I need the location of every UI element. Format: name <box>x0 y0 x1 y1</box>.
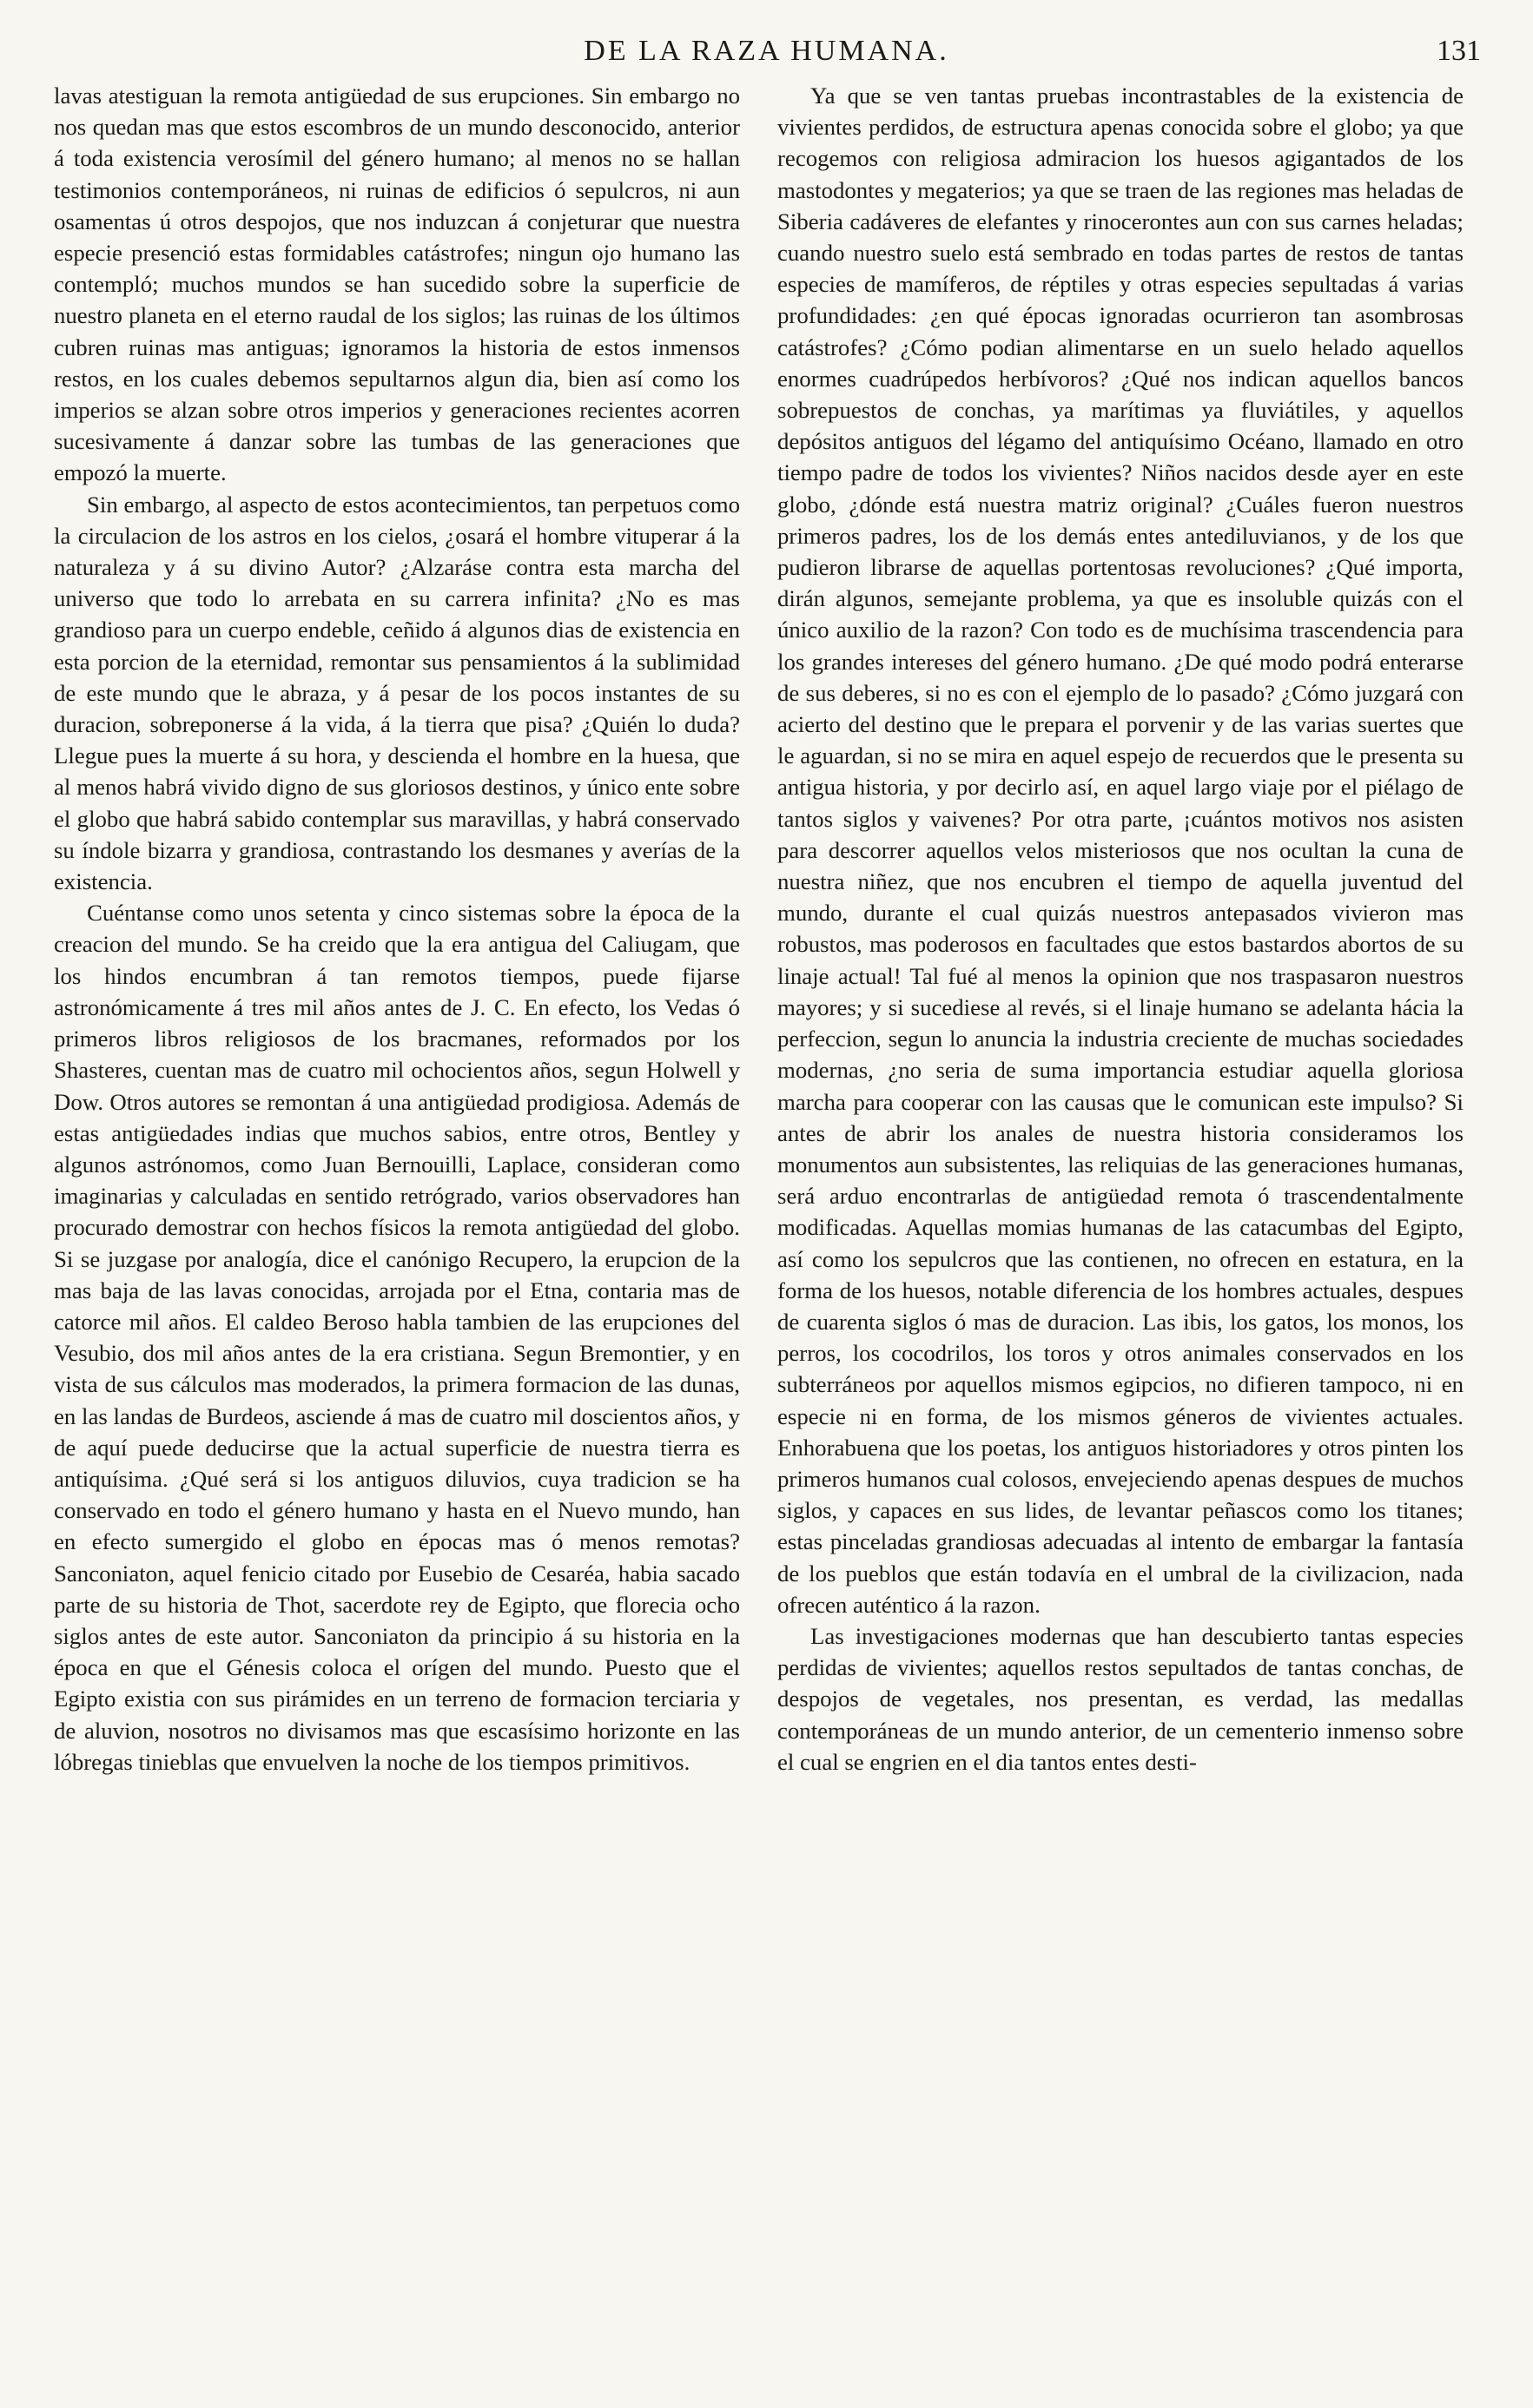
paragraph: lavas atestiguan la remota antigüedad de sus erupciones. Sin embargo no nos quedan mas que estos escombros de un mundo desconocido, anterior á toda existencia verosímil del género humano; al menos no se hallan testimonios contemporáneos, ni ruinas de edificios ó sepulcros, ni aun osamentas ú otros despojos, que nos induzcan á conjeturar que nuestra especie presenció estas formidables catástrofes; ningun ojo humano las contempló; muchos mundos se han sucedido sobre la superficie de nuestro planeta en el eterno raudal de los siglos; las ruinas de los últimos cubren ruinas mas antiguas; ignoramos la historia de estos inmensos restos, en los cuales debemos sepultarnos algun dia, bien así como los imperios se alzan sobre otros imperios y generaciones recientes acorren sucesivamente á danzar sobre las tumbas de las generaciones que empozó la muerte. <box>54 82 740 486</box>
left-column <box>54 80 740 2372</box>
paragraph: Cuéntanse como unos setenta y cinco sistemas sobre la época de la creacion del mundo. Se ha creido que la era antigua del Caliugam, que los hindos encumbran á tan remotos tiempos, puede fijarse astronómicamente á tres mil años antes de J. C. En efecto, los Vedas ó primeros libros religiosos de los bracmanes, reformados por los Shasteres, cuentan mas de cuatro mil ochocientos años, segun Holwell y Dow. Otros autores se remontan á una antigüedad prodigiosa. Además de estas antigüedades indias que muchos sabios, entre otros, Bentley y algunos astrónomos, como Juan Bernouilli, Laplace, consideran como imaginarias y calculadas en sentido retrógrado, varios observadores han procurado demostrar con hechos físicos la remota antigüedad del globo. Si se juzgase por analogía, dice el canónigo Recupero, la erupcion de la mas baja de las lavas conocidas, arrojada por el Etna, contaria mas de catorce mil años. El caldeo Beroso habla tambien de las erupciones del Vesubio, dos mil años antes de la era cristiana. Segun Bremontier, y en vista de sus cálculos mas moderados, la primera formacion de las dunas, en las landas de Burdeos, asciende á mas de cuatro mil doscientos años, y de aquí puede deducirse que la actual superficie de nuestra tierra es antiquísima. ¿Qué será si los antiguos diluvios, cuya tradicion se ha conservado en todo el género humano y hasta en el Nuevo mundo, han en efecto sumergido el globo en épocas mas ó menos remotas? Sanconiaton, aquel fenicio citado por Eusebio de Cesaréa, habia sacado parte de su historia de Thot, sacerdote rey de Egipto, que florecia ocho siglos antes de este autor. Sanconiaton da principio á su historia en la época en que el Génesis coloca el orígen del mundo. Puesto que el Egipto existia con sus pirámides en un terreno de formacion terciaria y de aluvion, nosotros no divisamos mas que escasísimo horizonte en las lóbregas tinieblas que envuelven la noche de los tiempos primitivos. <box>54 900 740 1775</box>
paragraph: Ya que se ven tantas pruebas incontrastables de la existencia de vivientes perdidos, de estructura apenas conocida sobre el globo; ya que recogemos con religiosa admiracion los huesos agigantados de los mastodontes y megaterios; ya que se traen de las regiones mas heladas de Siberia cadáveres de elefantes y rinocerontes aun con sus carnes heladas; cuando nuestro suelo está sembrado en todas partes de restos de tantas especies de mamíferos, de réptiles y otras especies sepultadas á varias profundidades: ¿en qué épocas ignoradas ocurrieron tan asombrosas catástrofes? ¿Cómo podian alimentarse en un suelo helado aquellos enormes cuadrúpedos herbívoros? ¿Qué nos indican aquellos bancos sobrepuestos de conchas, ya marítimas ya fluviátiles, y aquellos depósitos antiguos del légamo del antiquísimo Océano, llamado en otro tiempo padre de todos los vivientes? Niños nacidos desde ayer en este globo, ¿dónde está nuestra matriz original? ¿Cuáles fueron nuestros primeros padres, los de los demás entes antediluvianos, y de los que pudieron librarse de aquellas portentosas revoluciones? ¿Qué importa, dirán algunos, semejante problema, ya que es insoluble quizás con el único auxilio de la razon? Con todo es de muchísima trascendencia para los grandes intereses del género humano. ¿De qué modo podrá enterarse de sus deberes, si no es con el ejemplo de lo pasado? ¿Cómo juzgará con acierto del destino que le prepara el porvenir y de las varias suertes que le aguardan, si no se mira en aquel espejo de recuerdos que le presenta su antigua historia, y por decirlo así, en aquel largo viaje por el piélago de tantos siglos y vaivenes? Por otra parte, ¡cuántos motivos nos asisten para descorrer aquellos velos misteriosos que nos ocultan la cuna de nuestra niñez, que nos encubren el tiempo de aquella juventud del mundo, durante el cual quizás nuestros antepasados vivieron mas robustos, mas poderosos en facultades que estos bastardos abortos de su linaje actual! Tal fué al menos la opinion que nos traspasaron nuestros mayores; y si sucediese al revés, si el linaje humano se adelanta hácia la perfeccion, segun lo anuncia la industria creciente de muchas sociedades modernas, ¿no seria de suma importancia estudiar aquella gloriosa marcha para cooperar con las causas que le comunican este impulso? Si antes de abrir los anales de nuestra historia consideramos los monumentos aun subsistentes, las reliquias de las generaciones humanas, será arduo encontrarlas de antigüedad remota ó trascendentalmente modificadas. Aquellas momias humanas de las catacumbas del Egipto, así como los sepulcros que las contienen, no ofrecen en estatura, en la forma de los huesos, notable diferencia de los hombres actuales, despues de cuarenta siglos ó mas de duracion. Las ibis, los gatos, los monos, los perros, los cocodrilos, los toros y otros animales conservados en los subterráneos por aquellos mismos egipcios, no difieren tampoco, ni en especie ni en forma, de los mismos géneros de vivientes actuales. Enhorabuena que los poetas, los antiguos historiadores y otros pinten los primeros humanos cual colosos, envejeciendo apenas despues de muchos siglos, y capaces en sus lides, de levantar peñascos como los titanes; estas pinceladas grandiosas adecuadas al intento de embargar la fantasía de los pueblos que están todavía en el umbral de la civilizacion, nada ofrecen auténtico á la razon. <box>777 82 1464 1618</box>
paragraph: Sin embargo, al aspecto de estos acontecimientos, tan perpetuos como la circulacion de los astros en los cielos, ¿osará el hombre vituperar á la naturaleza y á su divino Autor? ¿Alzaráse contra esta marcha del universo que todo lo arrebata en su carrera infinita? ¿No es mas grandioso para un cuerpo endeble, ceñido á algunos dias de existencia en esta porcion de la eternidad, remontar sus pensamientos á la sublimidad de este mundo que le abraza, y á pesar de los pocos instantes de su duracion, sobreponerse á la vida, á la tierra que pisa? ¿Quién lo duda? Llegue pues la muerte á su hora, y descienda el hombre en la huesa, que al menos habrá vivido digno de sus gloriosos destinos, y único ente sobre el globo que habrá sabido contemplar sus maravillas, y habrá conservado su índole bizarra y grandiosa, contrastando los desmanes y averías de la existencia. <box>54 491 740 895</box>
right-column <box>777 80 1464 2372</box>
paragraph: Las investigaciones modernas que han descubierto tantas especies perdidas de vivientes; aquellos restos sepultados de tantas conchas, de despojos de vegetales, nos presentan, es verdad, las medallas contemporáneas de un mundo anterior, de un cementerio inmenso sobre el cual se engrien en el dia tantos entes desti- <box>777 1622 1464 1775</box>
running-head: DE LA RAZA HUMANA. <box>584 35 949 67</box>
page-header <box>52 35 1481 76</box>
column-divider <box>724 96 725 2353</box>
page-number: 131 <box>1437 35 1481 67</box>
